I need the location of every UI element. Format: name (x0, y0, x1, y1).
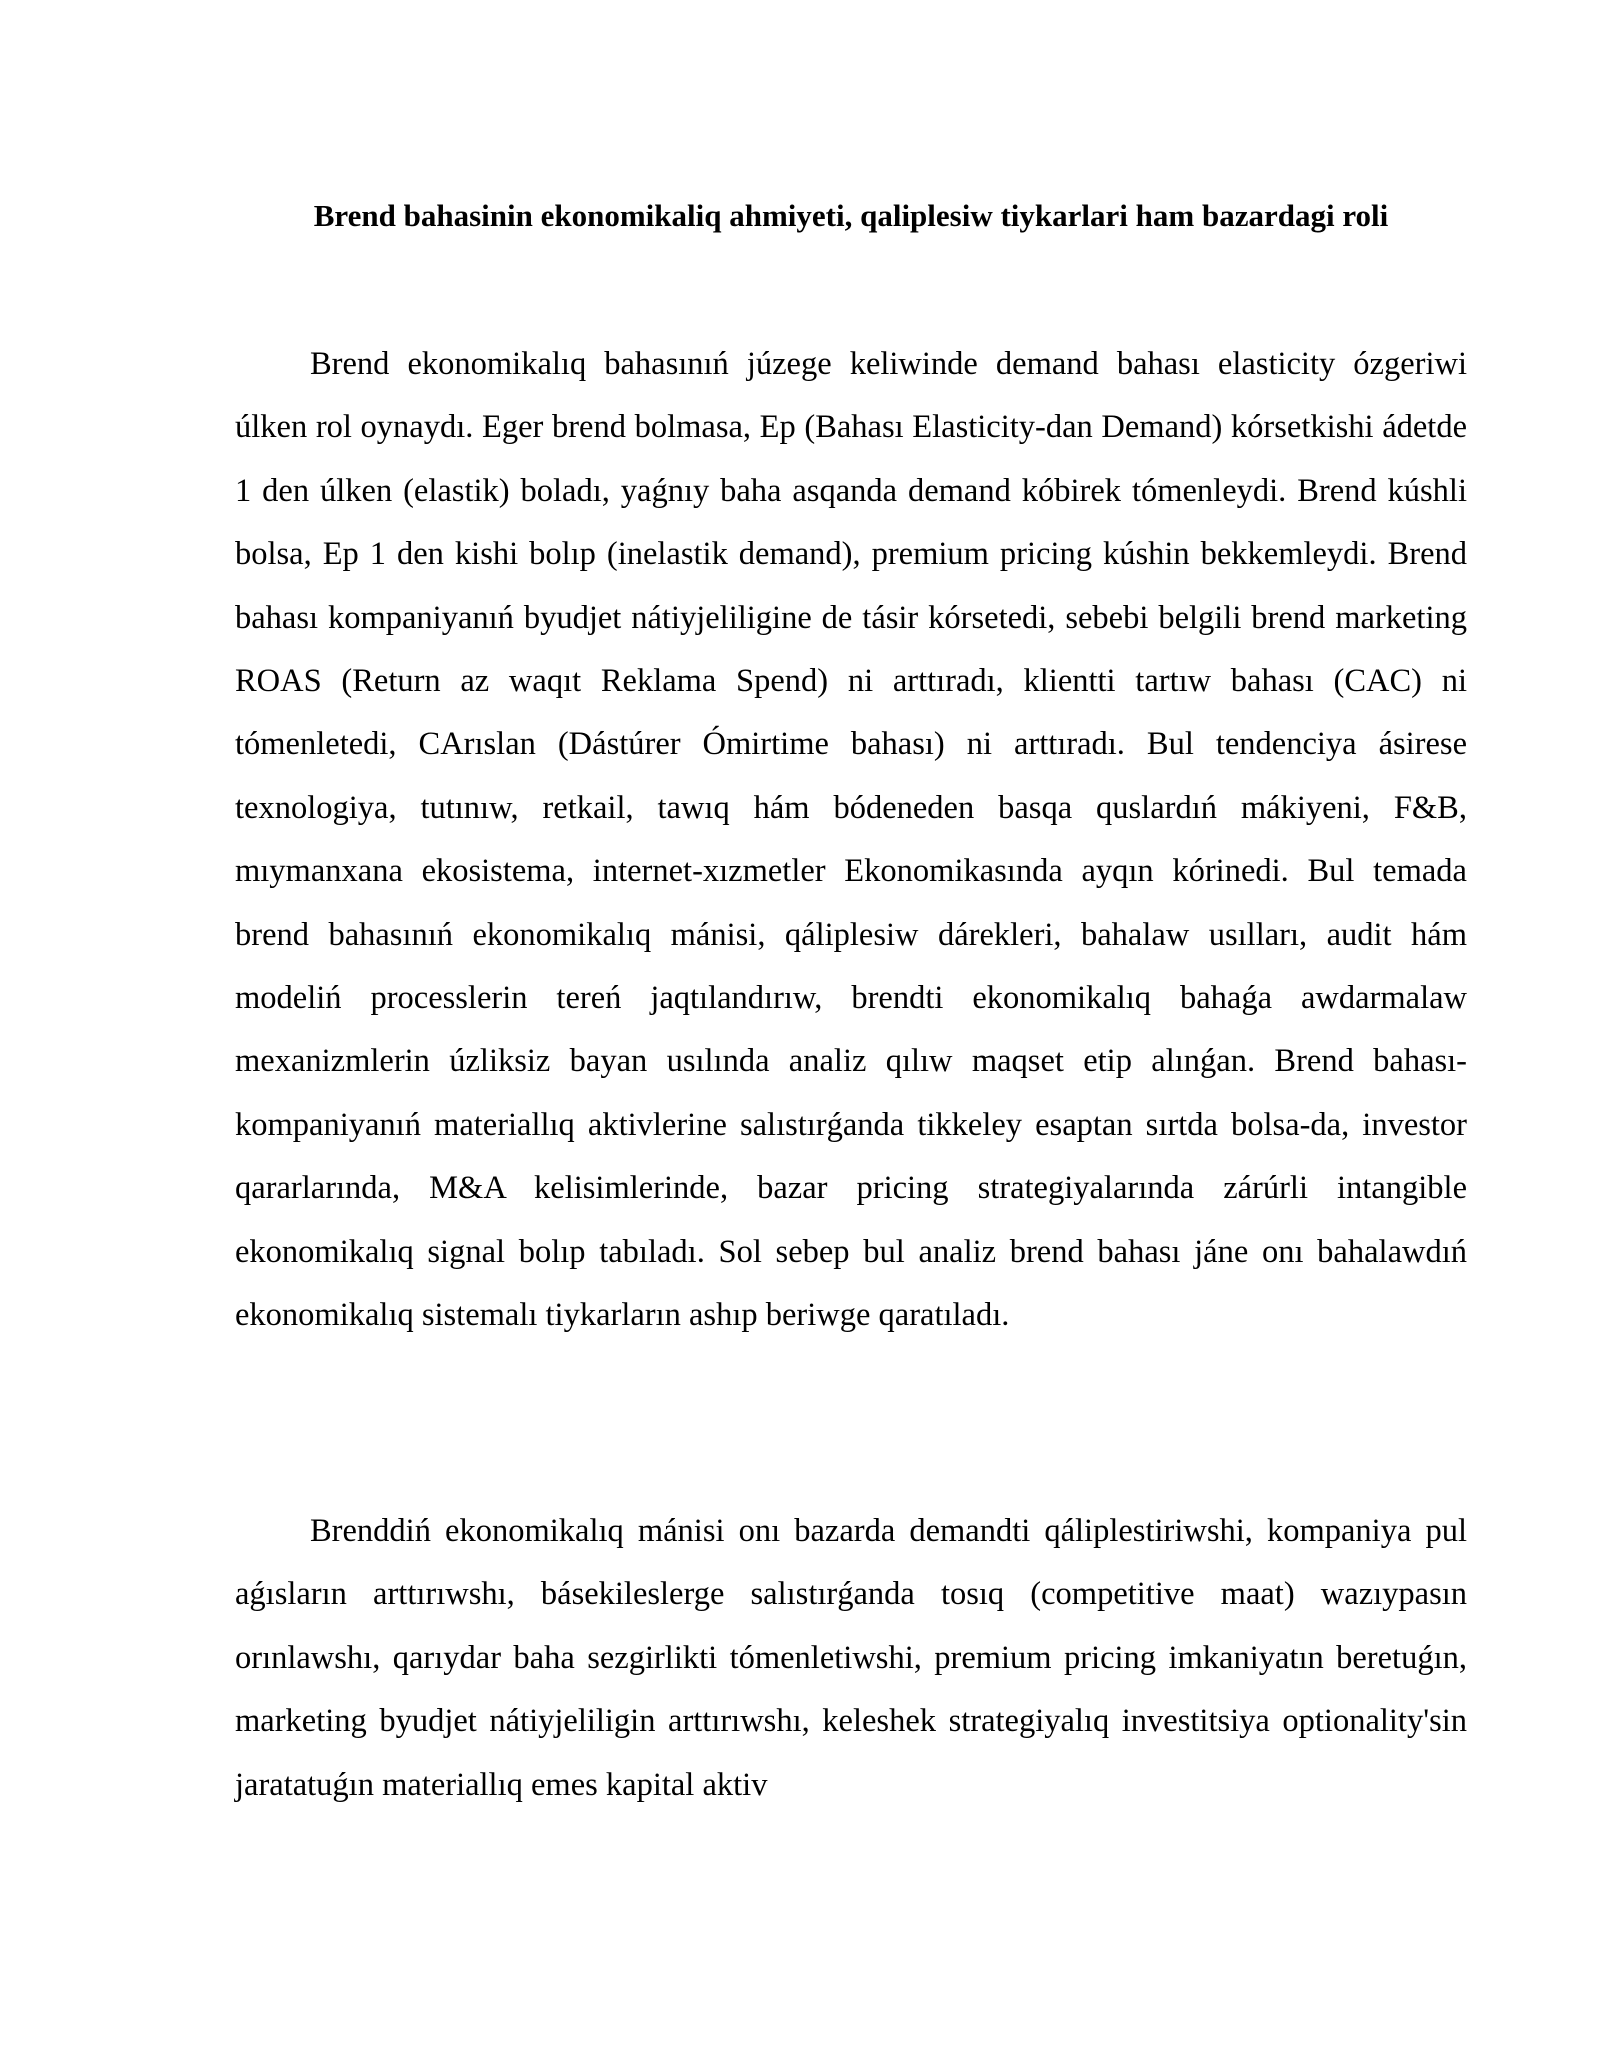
body-paragraph-1: Brend ekonomikalıq bahasınıń júzege keliwinde demand bahası elasticity ózgeriwi úlken rol oynaydı. Eger brend bolmasa, Ep (Bahası Elasticity-dan Demand) kórsetkishi ádetde 1 den úlken (elastik) boladı, yaǵnıy baha asqanda demand kóbirek tómenleydi. Brend kúshli bolsa, Ep 1 den kishi bolıp (inelastik demand), premium pricing kúshin bekkemleydi. Brend bahası kompaniyanıń byudjet nátiyjeliligine de tásir kórsetedi, sebebi belgili brend marketing ROAS (Return az waqıt Reklama Spend) ni arttıradı, klientti tartıw bahası (CAC) ni tómenletedi, CArıslan (Dástúrer Ómirtime bahası) ni arttıradı. Bul tendenciya ásirese texnologiya, tutınıw, retkail, tawıq hám bódeneden basqa quslardıń mákiyeni, F&B, mıymanxana ekosistema, internet-xızmetler Ekonomikasında ayqın kórinedi. Bul temada brend bahasınıń ekonomikalıq mánisi, qáliplesiw dárekleri, bahalaw usılları, audit hám modeliń processlerin tereń jaqtılandırıw, brendti ekonomikalıq bahaǵa awdarmalaw mexanizmlerin úzliksiz bayan usılında analiz qılıw maqset etip alınǵan. Brend bahası-kompaniyanıń materiallıq aktivlerine salıstırǵanda tikkeley esaptan sırtda bolsa-da, investor qararlarında, M&A kelisimlerinde, bazar pricing strategiyalarında zárúrli intangible ekonomikalıq signal bolıp tabıladı. Sol sebep bul analiz brend bahası jáne onı bahalawdıń ekonomikalıq sistemalı tiykarların ashıp beriwge qaratıladı. (235, 346, 1467, 1334)
body-paragraph-2: Brenddiń ekonomikalıq mánisi onı bazarda demandti qáliplestiriwshi, kompaniya pul aǵısların arttırıwshı, básekileslerge salıstırǵanda tosıq (competitive maat) wazıypasın orınlawshı, qarıydar baha sezgirlikti tómenletiwshi, premium pricing imkaniyatın beretuǵın, marketing byudjet nátiyjeliligin arttırıwshı, keleshek strategiyalıq investitsiya optionality'sin jaratatuǵın materiallıq emes kapital aktiv (235, 1513, 1467, 1803)
document-title: Brend bahasinin ekonomikaliq ahmiyeti, qaliplesiw tiykarlari ham bazardagi roli (313, 198, 1389, 233)
